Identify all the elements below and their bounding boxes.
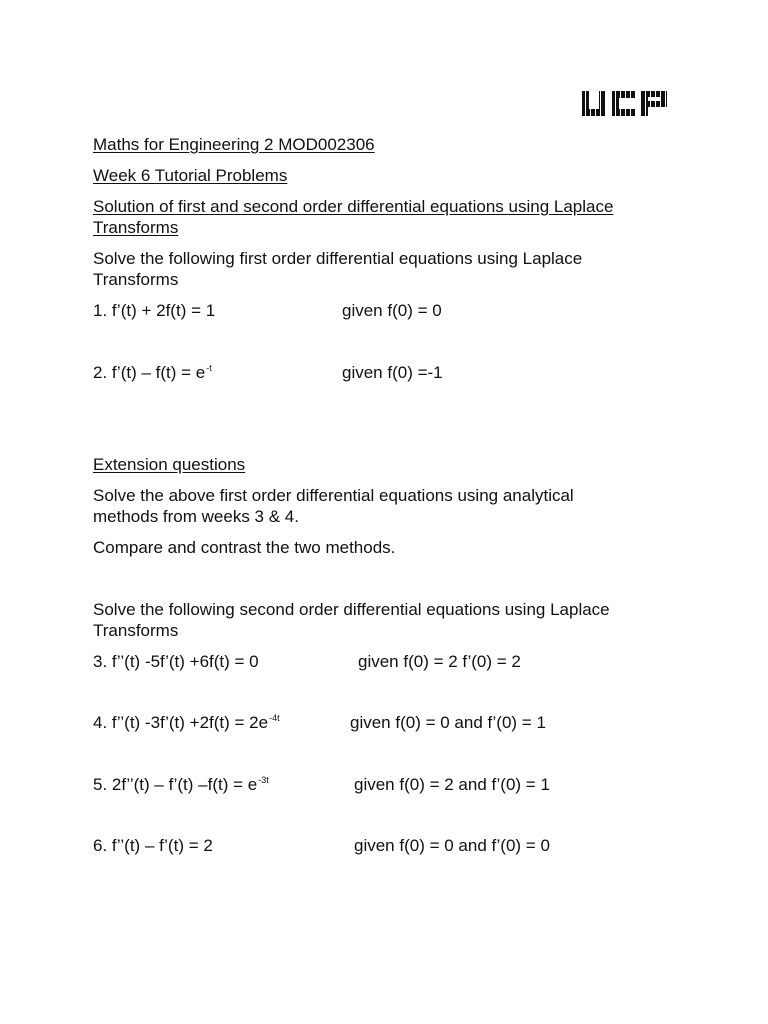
problem-4-equation: 4. f’’(t) -3f’(t) $+2f(t) = 2e^{-4t}$: [93, 713, 280, 732]
topic-title-line1: Solution of first and second order differential equations using Laplace: [93, 197, 614, 216]
problem-4-condition: given f(0) = 0 and f’(0) = 1: [350, 713, 546, 732]
section2-intro-line1: Solve the following second order differential equations using Laplace: [93, 600, 610, 619]
section1-intro-line1: Solve the following first order differential equations using Laplace: [93, 249, 583, 268]
problem-2-condition: given f(0) =-1: [342, 363, 443, 382]
problem-4-exponent: -4t: [269, 713, 280, 723]
extension-text-line2: methods from weeks 3 & 4.: [93, 507, 299, 526]
problem-5-exponent: -3t: [258, 775, 269, 785]
ucp-logo: [581, 90, 669, 118]
section1-intro-line2: Transforms: [93, 270, 179, 289]
problem-5-equation: 5. 2f’’(t) – f’(t) $-f(t) = e^{-3t}$: [93, 775, 269, 794]
problem-3-condition: given f(0) = 2 f’(0) = 2: [358, 652, 521, 671]
extension-compare: Compare and contrast the two methods.: [93, 538, 396, 557]
problem-1-condition: given f(0) = 0: [342, 301, 442, 320]
problem-2-equation: 2. f’(t) – $f(t) = e^{-t}$: [93, 363, 212, 382]
problem-3-equation: 3. f’’(t) -5f’(t) +6f(t) = 0: [93, 652, 259, 671]
section2-intro-line2: Transforms: [93, 621, 179, 640]
problem-6-equation: 6. f’’(t) – f’(t) = 2: [93, 836, 213, 855]
extension-text-line1: Solve the above first order differential equations using analytical: [93, 486, 574, 505]
problem-1-equation: 1. f’(t) + 2f(t) = 1: [93, 301, 216, 320]
course-title: Maths for Engineering 2 MOD002306: [93, 135, 375, 154]
problem-5-condition: given f(0) = 2 and f’(0) = 1: [354, 775, 550, 794]
problem-2-exponent: -t: [206, 363, 212, 373]
topic-title-line2: Transforms: [93, 218, 179, 237]
extension-heading: Extension questions: [93, 455, 246, 474]
week-title: Week 6 Tutorial Problems: [93, 166, 288, 185]
problem-6-condition: given f(0) = 0 and f’(0) = 0: [354, 836, 550, 855]
